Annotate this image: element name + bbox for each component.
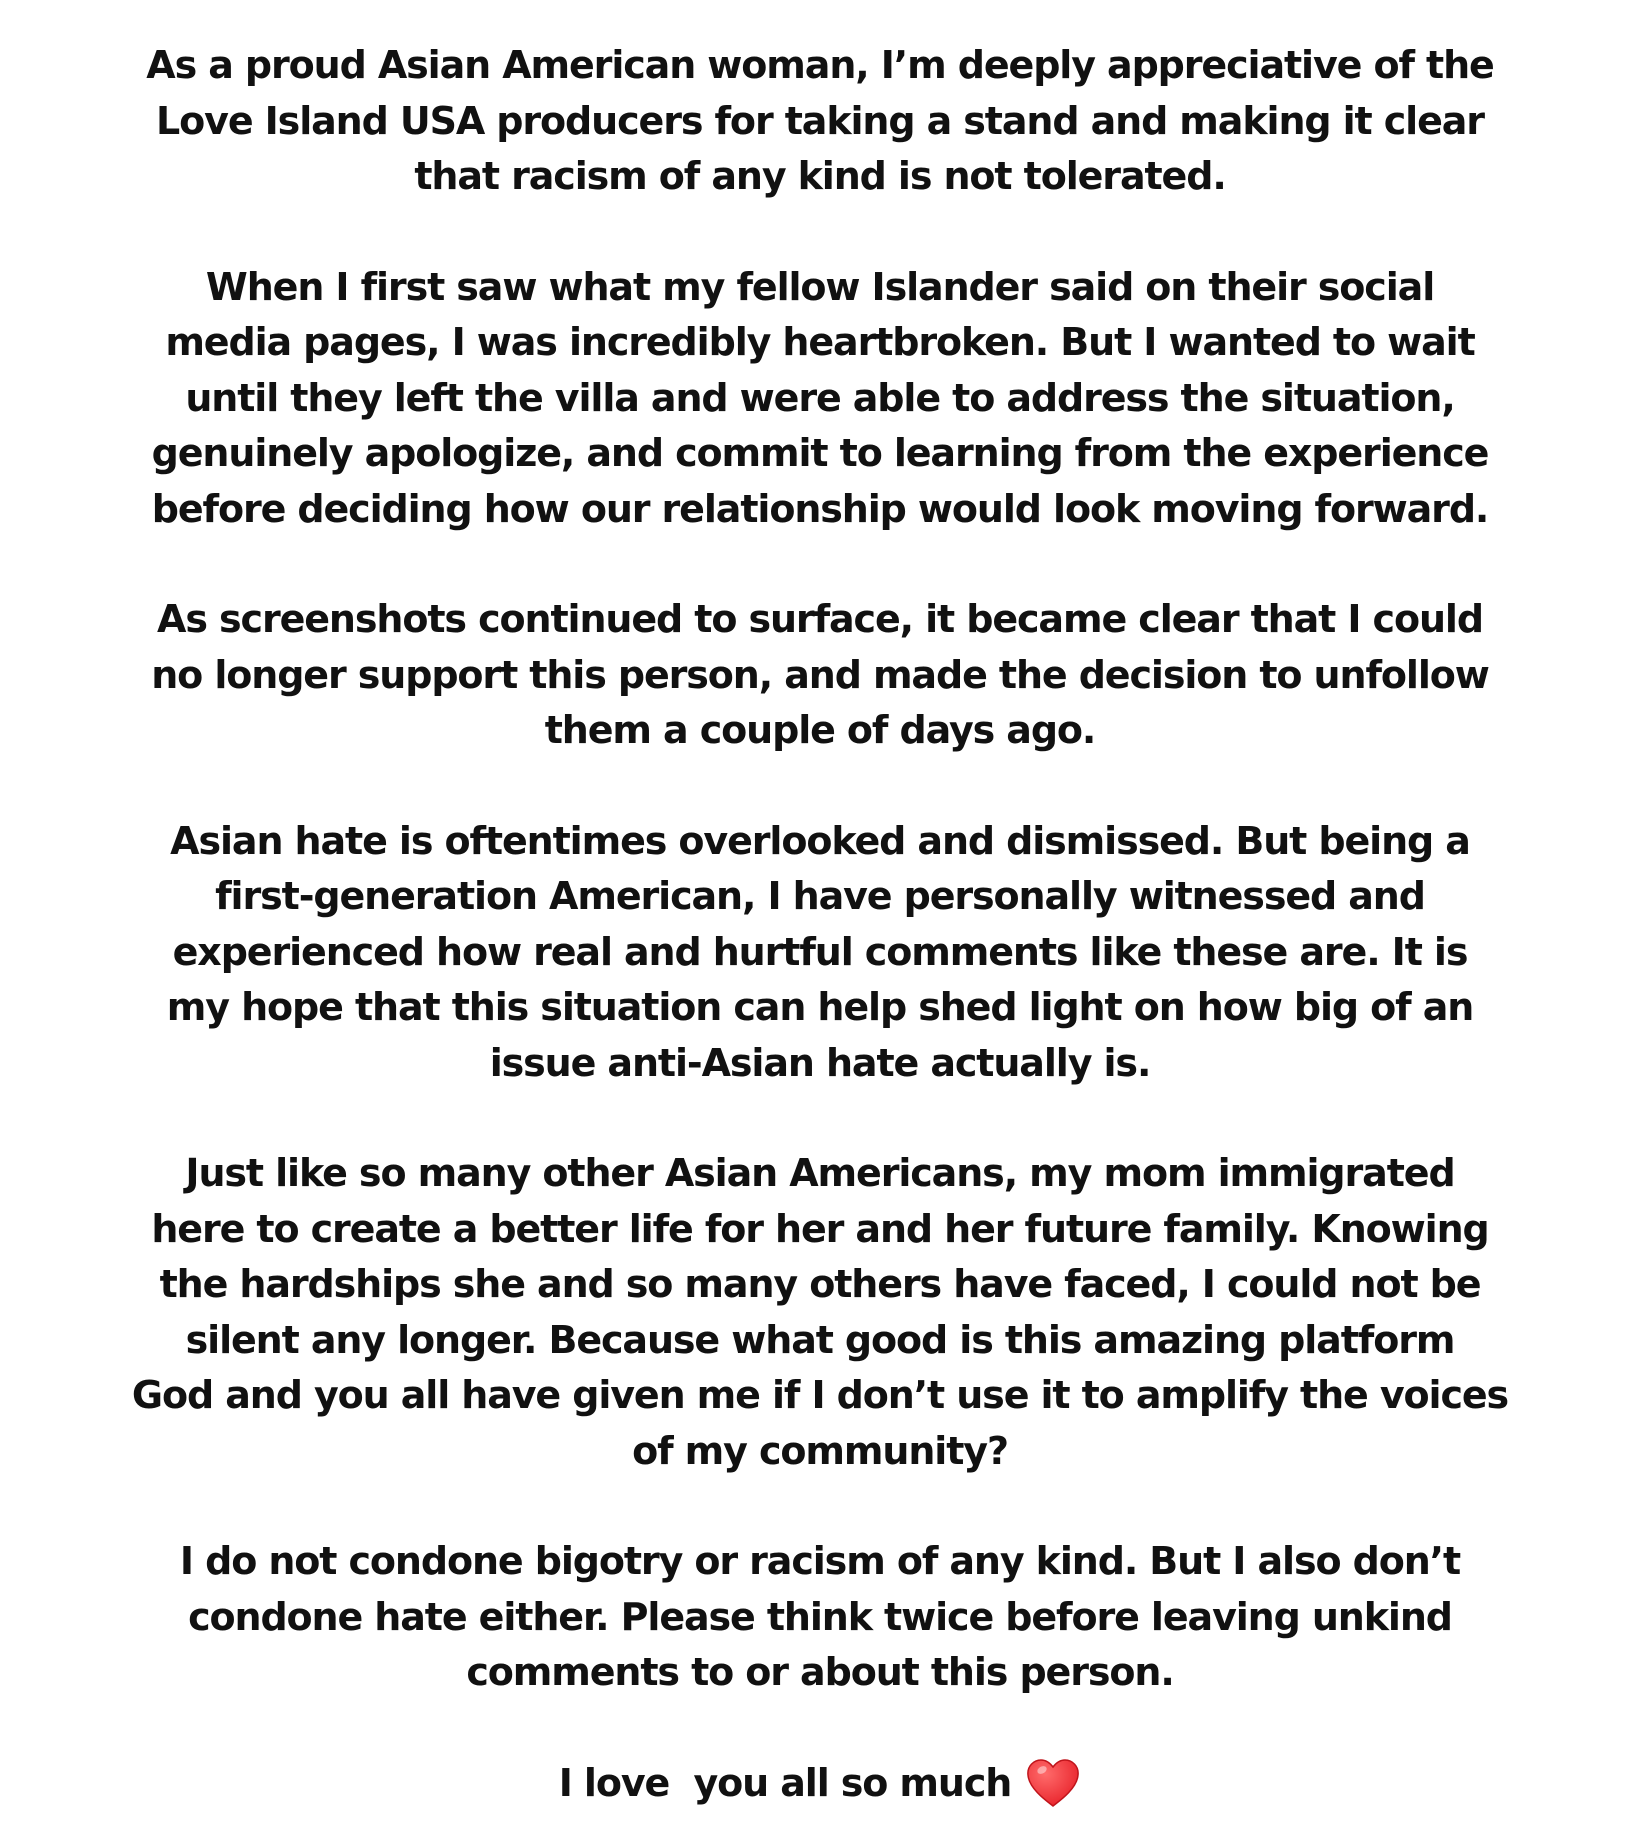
paragraph-2 [40, 260, 1600, 538]
paragraph-4-line-2: first-generation American, I have personally witnessed and [215, 874, 1425, 918]
paragraph-2-line-2: media pages, I was incredibly heartbroken. But I wanted to wait [165, 320, 1475, 364]
paragraph-5-line-3: the hardships she and so many others have faced, I could not be [159, 1262, 1481, 1306]
paragraph-6-line-2: condone hate either. Please think twice before leaving unkind [188, 1594, 1452, 1639]
paragraph-6 [40, 1534, 1600, 1701]
paragraph-2-line-1: When I first saw what my fellow Islander said on their social [205, 264, 1435, 309]
paragraph-3 [40, 592, 1600, 759]
paragraph-4 [40, 814, 1600, 1092]
paragraph-6-line-3: comments to or about this person. [466, 1650, 1174, 1694]
heart-icon [1025, 1757, 1081, 1809]
paragraph-3-line-3: them a couple of days ago. [544, 708, 1096, 752]
paragraph-4-line-1: Asian hate is oftentimes overlooked and dismissed. But being a [170, 818, 1470, 863]
paragraph-5-line-1: Just like so many other Asian Americans, my mom immigrated [185, 1151, 1455, 1195]
statement-text [40, 38, 1600, 1811]
paragraph-1-line-3: that racism of any kind is not tolerated. [414, 154, 1226, 198]
paragraph-1-line-2: Love Island USA producers for taking a stand and making it clear [156, 98, 1484, 143]
paragraph-2-line-4: genuinely apologize, and commit to learning from the experience [151, 431, 1489, 475]
paragraph-5-line-2: here to create a better life for her and her future family. Knowing [151, 1206, 1489, 1251]
paragraph-4-line-5: issue anti-Asian hate actually is. [489, 1040, 1151, 1085]
paragraph-5 [40, 1146, 1600, 1479]
paragraph-4-line-4: my hope that this situation can help shed light on how big of an [166, 985, 1474, 1029]
paragraph-4-line-3: experienced how real and hurtful comments like these are. It is [172, 929, 1468, 974]
paragraph-6-line-1: I do not condone bigotry or racism of any kind. But I also don’t [179, 1539, 1461, 1583]
paragraph-1-line-1: As a proud Asian American woman, I’m deeply appreciative of the [146, 43, 1494, 87]
paragraph-5-line-5: God and you all have given me if I don’t use it to amplify the voices [131, 1373, 1509, 1417]
signoff-paragraph [40, 1756, 1600, 1812]
paragraph-5-line-6: of my community? [632, 1428, 1008, 1473]
paragraph-1 [40, 38, 1600, 205]
paragraph-5-line-4: silent any longer. Because what good is this amazing platform [185, 1317, 1455, 1362]
signoff-line [559, 1756, 1081, 1812]
paragraph-2-line-3: until they left the villa and were able to address the situation, [185, 375, 1455, 420]
signoff-text: I love you all so much [558, 1760, 1012, 1805]
paragraph-3-line-2: no longer support this person, and made the decision to unfollow [151, 652, 1489, 697]
paragraph-3-line-1: As screenshots continued to surface, it became clear that I could [157, 597, 1483, 641]
paragraph-2-line-5: before deciding how our relationship would look moving forward. [151, 486, 1489, 531]
